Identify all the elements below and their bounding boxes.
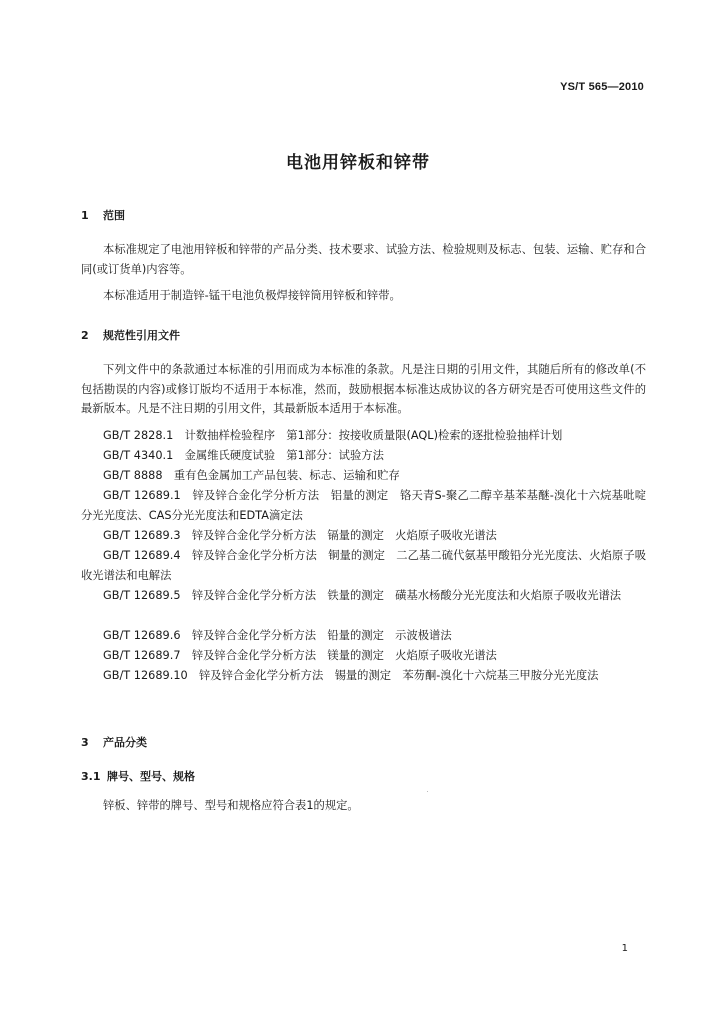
section-3-paragraph-1: 锌板、锌带的牌号、型号和规格应符合表1的规定。 — [103, 799, 359, 812]
reference-item: GB/T 12689.10 锌及锌合金化学分析方法 锡量的测定 苯芴酮-溴化十六烷基三甲胺分光光度法 — [103, 669, 599, 682]
section-title: 规范性引用文件 — [103, 329, 180, 342]
document-title: 电池用锌板和锌带 — [286, 153, 430, 173]
section-1-heading — [81, 207, 125, 223]
reference-item: GB/T 12689.4 锌及锌合金化学分析方法 铜量的测定 二乙基二硫代氨基甲酸铅分光光度法、火焰原子吸收光谱法和电解法 — [81, 549, 646, 582]
reference-item: GB/T 8888 重有色金属加工产品包装、标志、运输和贮存 — [103, 469, 400, 482]
section-1-paragraph-1: 本标准规定了电池用锌板和锌带的产品分类、技术要求、试验方法、检验规则及标志、包装、运输、贮存和合同(或订货单)内容等。 — [81, 243, 646, 276]
subsection-title: 牌号、型号、规格 — [107, 770, 195, 783]
subsection-number: 3.1 — [81, 770, 101, 783]
reference-item: GB/T 12689.6 锌及锌合金化学分析方法 铅量的测定 示波极谱法 — [103, 629, 452, 642]
section-number: 1 — [81, 209, 89, 222]
reference-item: GB/T 12689.5 锌及锌合金化学分析方法 铁量的测定 磺基水杨酸分光光度法和火焰原子吸收光谱法 — [103, 589, 622, 602]
reference-item: GB/T 2828.1 计数抽样检验程序 第1部分：按接收质量限(AQL)检索的逐批检验抽样计划 — [103, 429, 563, 442]
subsection-3-1-heading — [81, 768, 195, 784]
section-1-paragraph-2: 本标准适用于制造锌-锰干电池负极焊接锌筒用锌板和锌带。 — [103, 289, 401, 302]
section-3-heading — [81, 734, 147, 750]
reference-item: GB/T 12689.7 锌及锌合金化学分析方法 镁量的测定 火焰原子吸收光谱法 — [103, 649, 497, 662]
section-title: 范围 — [103, 209, 125, 222]
section-2-intro: 下列文件中的条款通过本标准的引用而成为本标准的条款。凡是注日期的引用文件，其随后所有的修改单(不包括勘误的内容)或修订版均不适用于本标准，然而，鼓励根据本标准达成协议的各方研究是否可使用这些文件的最新版本。凡是不注日期的引用文件，其最新版本适用于本标准。 — [81, 363, 646, 415]
section-title: 产品分类 — [103, 736, 147, 749]
section-number: 3 — [81, 736, 89, 749]
reference-item: GB/T 12689.3 锌及锌合金化学分析方法 镉量的测定 火焰原子吸收光谱法 — [103, 529, 497, 542]
reference-item: GB/T 4340.1 金属维氏硬度试验 第1部分：试验方法 — [103, 449, 384, 462]
page-number: 1 — [621, 943, 628, 954]
section-2-heading — [81, 327, 180, 343]
scan-speck — [427, 791, 428, 792]
standard-code: YS/T 565—2010 — [560, 81, 644, 93]
reference-item: GB/T 12689.1 锌及锌合金化学分析方法 铝量的测定 铬天青S-聚乙二醇辛基苯基醚-溴化十六烷基吡啶分光光度法、CAS分光光度法和EDTA滴定法 — [81, 489, 646, 522]
section-number: 2 — [81, 329, 89, 342]
